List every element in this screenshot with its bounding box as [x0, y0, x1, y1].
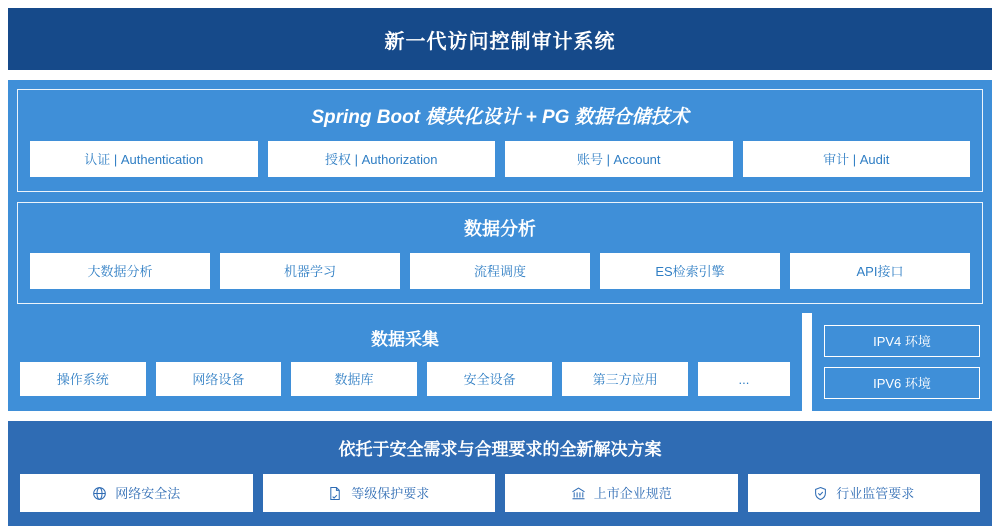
compliance-item-industry-regulation[interactable] — [748, 474, 981, 512]
compliance-section — [8, 421, 992, 526]
chip-label: IPV6 环境 — [873, 375, 931, 391]
collection-title: 数据采集 — [371, 330, 439, 349]
chip-label: API接口 — [856, 263, 904, 279]
compliance-item-cybersecurity-law[interactable] — [20, 474, 253, 512]
chip-label: 网络设备 — [192, 371, 245, 387]
chip-label: 授权 | Authorization — [325, 151, 438, 167]
page-title-bar — [8, 8, 992, 70]
collection-item-os[interactable] — [20, 362, 146, 396]
chip-label: 机器学习 — [283, 263, 336, 279]
environment-panel — [812, 313, 992, 411]
collection-item-third-party-app[interactable] — [562, 362, 688, 396]
core-item-authorization[interactable] — [268, 141, 496, 177]
analysis-item-bigdata[interactable] — [30, 253, 210, 289]
core-platform-items — [30, 141, 970, 177]
core-platform-title: Spring Boot 模块化设计 + PG 数据仓储技术 — [311, 107, 689, 128]
globe-icon — [92, 486, 107, 501]
environment-item-ipv6[interactable] — [824, 367, 980, 399]
collection-item-more[interactable] — [698, 362, 790, 396]
bank-icon — [571, 486, 586, 501]
collection-item-network-device[interactable] — [156, 362, 282, 396]
chip-label: 认证 | Authentication — [84, 151, 204, 167]
collection-items — [20, 362, 790, 396]
chip-label: ... — [738, 371, 750, 387]
chip-label: 数据库 — [334, 371, 374, 387]
chip-label: 流程调度 — [473, 263, 526, 279]
analysis-item-api[interactable] — [790, 253, 970, 289]
page-title: 新一代访问控制审计系统 — [384, 30, 616, 53]
compliance-item-classified-protection[interactable] — [263, 474, 496, 512]
chip-label: 网络安全法 — [115, 485, 181, 501]
document-check-icon — [328, 486, 343, 501]
collection-item-security-device[interactable] — [427, 362, 553, 396]
core-item-authentication[interactable] — [30, 141, 258, 177]
chip-label: ES检索引擎 — [655, 263, 725, 279]
collection-section — [8, 313, 992, 411]
analysis-item-process-scheduling[interactable] — [410, 253, 590, 289]
chip-label: 行业监管要求 — [836, 485, 915, 501]
chip-label: IPV4 环境 — [873, 333, 931, 349]
chip-label: 大数据分析 — [87, 263, 153, 279]
shield-check-icon — [813, 486, 828, 501]
chip-label: 等级保护要求 — [351, 485, 430, 501]
core-platform-block — [17, 89, 983, 192]
chip-label: 审计 | Audit — [823, 151, 890, 167]
chip-label: 操作系统 — [56, 371, 109, 387]
collection-item-database[interactable] — [291, 362, 417, 396]
collection-main — [8, 313, 802, 411]
compliance-item-listed-company-standard[interactable] — [505, 474, 738, 512]
compliance-items — [20, 474, 980, 512]
analysis-item-es-search[interactable] — [600, 253, 780, 289]
chip-label: 上市企业规范 — [593, 485, 672, 501]
analysis-item-machine-learning[interactable] — [220, 253, 400, 289]
data-analysis-title: 数据分析 — [464, 219, 536, 239]
chip-label: 安全设备 — [463, 371, 516, 387]
data-analysis-items — [30, 253, 970, 289]
chip-label: 账号 | Account — [576, 151, 661, 167]
compliance-title: 依托于安全需求与合理要求的全新解决方案 — [338, 440, 662, 459]
core-item-audit[interactable] — [743, 141, 971, 177]
chip-label: 第三方应用 — [592, 371, 658, 387]
core-item-account[interactable] — [505, 141, 733, 177]
data-analysis-block — [17, 202, 983, 304]
environment-item-ipv4[interactable] — [824, 325, 980, 357]
platform-section — [8, 80, 992, 313]
